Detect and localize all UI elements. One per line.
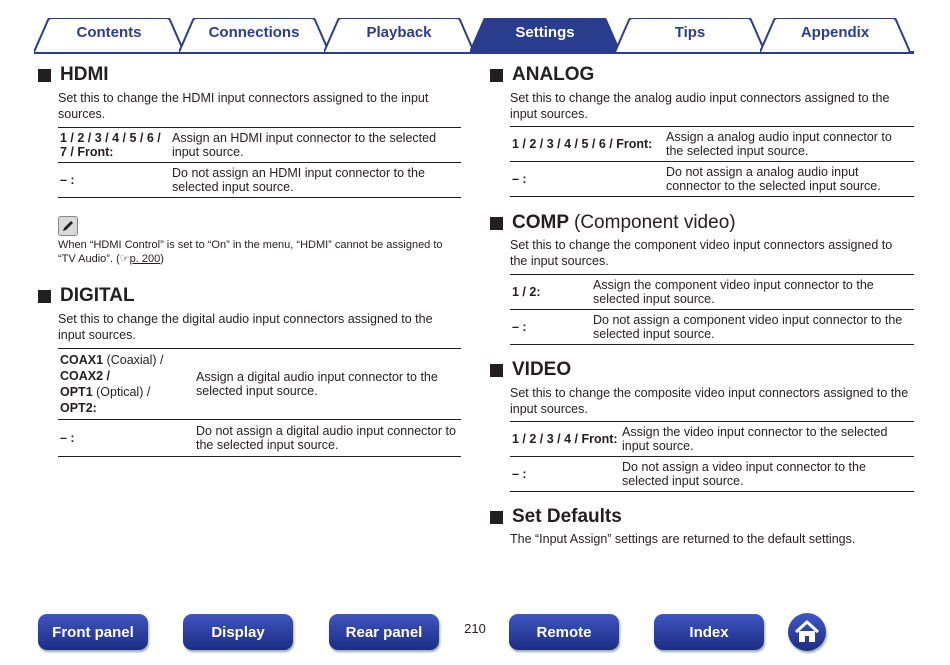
section-bullet-icon [38, 69, 51, 82]
hdmi-note: When “HDMI Control” is set to “On” in the menu, “HDMI” cannot be assigned to “TV Audio”. (☞p. 200) [58, 239, 443, 265]
front-panel-button[interactable]: Front panel [38, 614, 148, 650]
tab-settings[interactable]: Settings [470, 18, 620, 52]
set-defaults-heading: Set Defaults [490, 506, 622, 528]
table-row: – : Do not assign a component video input connector to the selected input source. [510, 310, 914, 345]
tab-tips[interactable]: Tips [615, 18, 765, 52]
analog-description: Set this to change the analog audio input connectors assigned to the input sources. [510, 91, 890, 121]
table-row: COAX1 (Coaxial) / COAX2 / OPT1 (Optical) / OPT2: Assign a digital audio input connector to the selected input source. [58, 349, 461, 420]
hdmi-table [58, 127, 461, 198]
tab-bar [30, 16, 914, 54]
rear-panel-button[interactable]: Rear panel [329, 614, 439, 650]
digital-table [58, 348, 461, 457]
table-row: – : Do not assign a digital audio input connector to the selected input source. [58, 420, 461, 457]
home-icon [788, 613, 826, 651]
remote-button[interactable]: Remote [509, 614, 619, 650]
section-bullet-icon [490, 217, 503, 230]
table-row: 1 / 2: Assign the component video input connector to the selected input source. [510, 275, 914, 310]
comp-table [510, 274, 914, 345]
digital-heading: DIGITAL [38, 285, 135, 307]
pencil-note-icon [58, 216, 78, 236]
tab-connections[interactable]: Connections [179, 18, 329, 52]
table-row: – : Do not assign a analog audio input connector to the selected input source. [510, 162, 914, 197]
video-description: Set this to change the composite video input connectors assigned to the input sources. [510, 386, 909, 416]
reference-arrow-icon: ☞ [119, 253, 130, 265]
tab-contents[interactable]: Contents [34, 18, 184, 52]
hdmi-heading: HDMI [38, 64, 109, 86]
table-row: 1 / 2 / 3 / 4 / Front: Assign the video input connector to the selected input source. [510, 422, 914, 457]
video-table [510, 421, 914, 492]
page-reference-link[interactable]: p. 200 [129, 253, 161, 265]
set-defaults-description: The “Input Assign” settings are returned to the default settings. [510, 532, 856, 546]
section-bullet-icon [38, 290, 51, 303]
comp-description: Set this to change the component video input connectors assigned to the input sources. [510, 238, 893, 268]
page-number: 210 [464, 621, 486, 636]
table-row: 1 / 2 / 3 / 4 / 5 / 6 / 7 / Front: Assign an HDMI input connector to the selected input source. [58, 128, 461, 163]
table-row: – : Do not assign an HDMI input connector to the selected input source. [58, 163, 461, 198]
tab-playback[interactable]: Playback [324, 18, 474, 52]
digital-description: Set this to change the digital audio input connectors assigned to the input sources. [58, 312, 433, 342]
section-bullet-icon [490, 69, 503, 82]
index-button[interactable]: Index [654, 614, 764, 650]
tab-appendix[interactable]: Appendix [760, 18, 910, 52]
section-bullet-icon [490, 511, 503, 524]
table-row: 1 / 2 / 3 / 4 / 5 / 6 / Front: Assign a analog audio input connector to the selected input source. [510, 127, 914, 162]
analog-heading: ANALOG [490, 64, 594, 86]
video-heading: VIDEO [490, 359, 571, 381]
section-bullet-icon [490, 364, 503, 377]
table-row: – : Do not assign a video input connector to the selected input source. [510, 457, 914, 492]
analog-table [510, 126, 914, 197]
comp-heading: COMP (Component video) [490, 212, 736, 234]
digital-key: COAX1 (Coaxial) / COAX2 / OPT1 (Optical) / OPT2: [60, 353, 164, 415]
hdmi-description: Set this to change the HDMI input connectors assigned to the input sources. [58, 91, 429, 121]
home-button[interactable] [788, 613, 826, 651]
display-button[interactable]: Display [183, 614, 293, 650]
